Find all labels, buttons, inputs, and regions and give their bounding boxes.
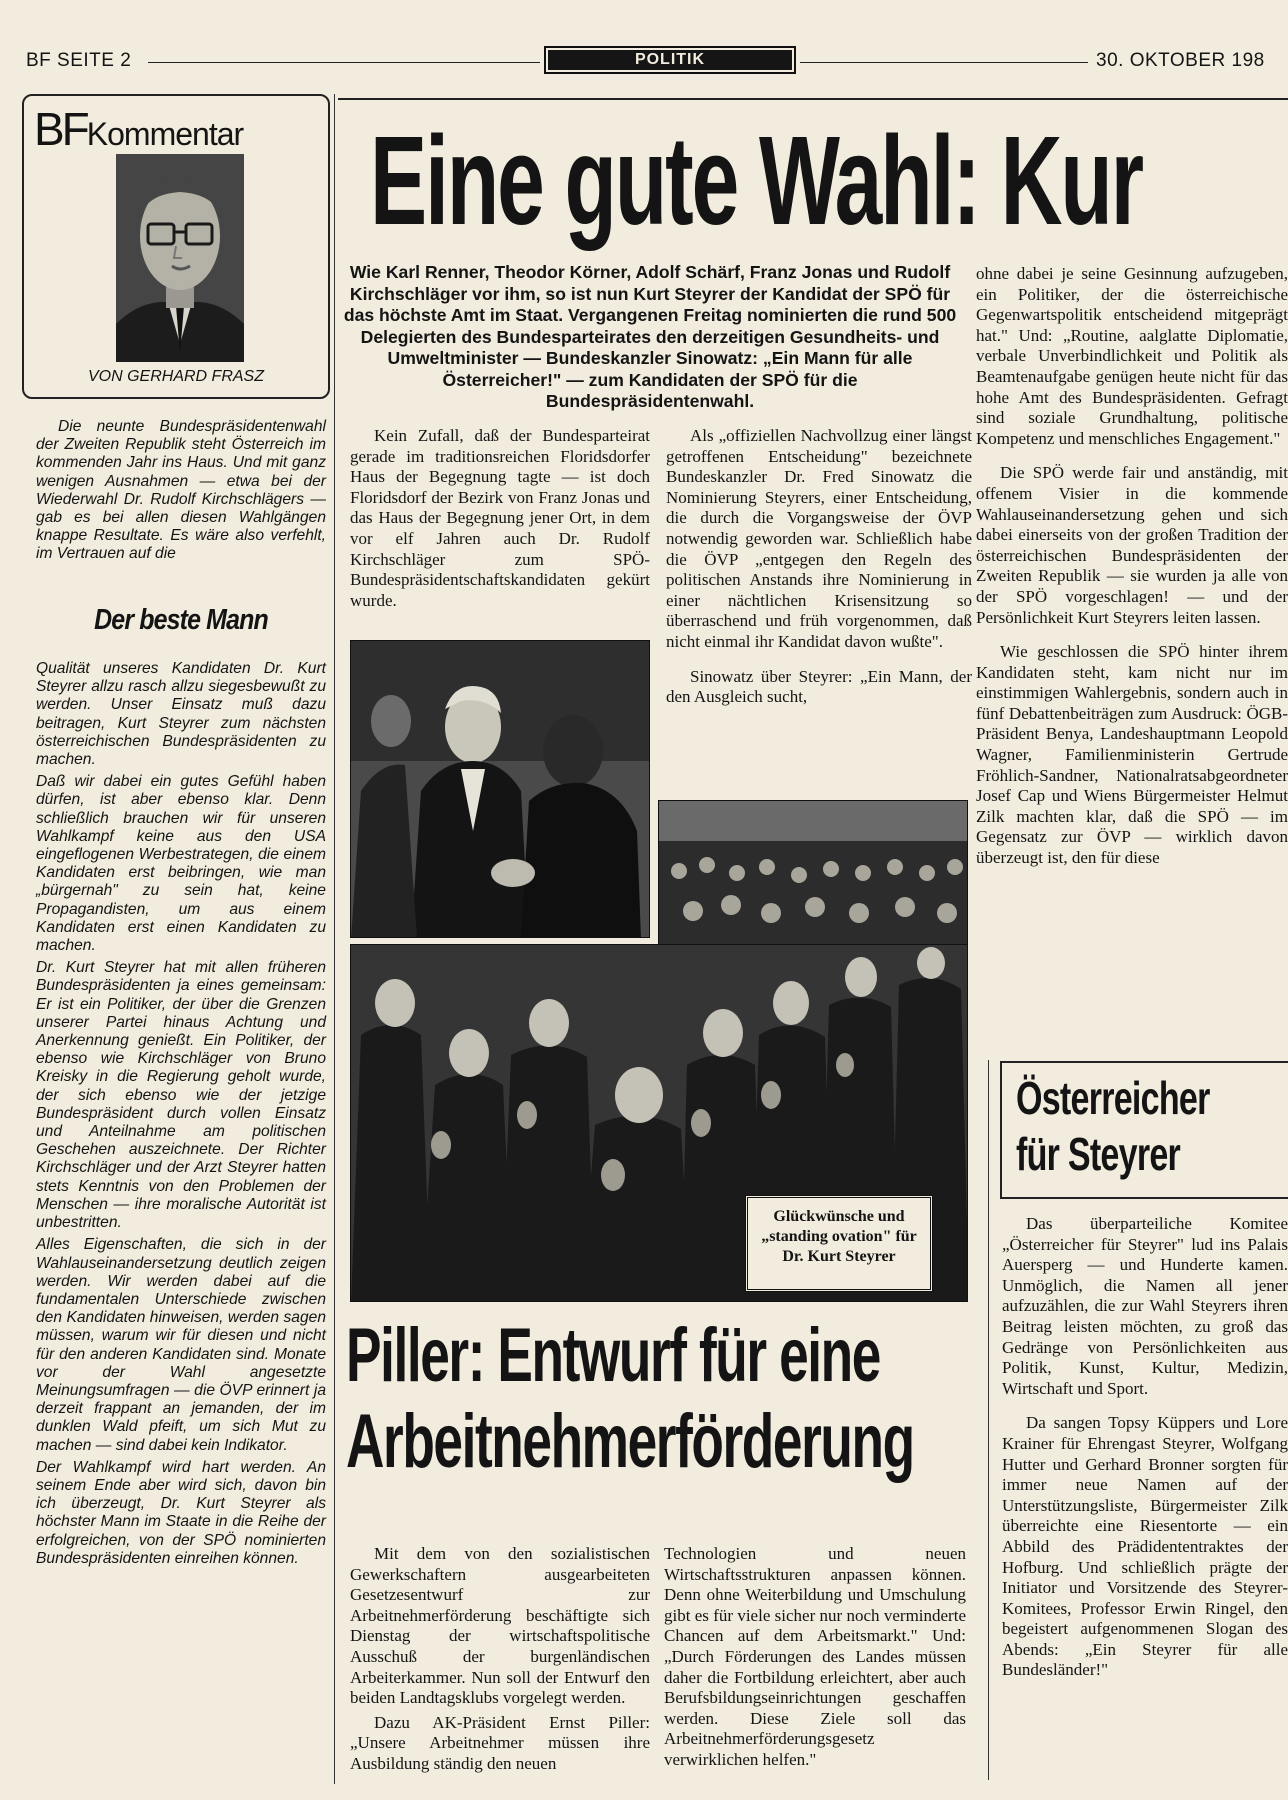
sidebar-body: Das überparteiliche Komitee „Österreicher für Steyrer" lud ins Palais Auersperg — und Hunderte kamen. Unmöglich, die Namen all jener aufzuzählen, die zur Wahl Steyrers ihren Beitrag leisten möchten, zu groß das Gedränge von Persönlichkeiten aus Politik, Kunst, Kultur, Medizin, Wirtschaft und Sport. Da sangen Topsy Küppers und Lore Krainer für Ehrengast Steyrer, Wolfgang Hutter und Gerhard Bronner sorgten für immer neue Namen auf der Unterstützungsliste, Bürgermeister Zilk überreichte eine Riesentorte — ein Abbild des Prädidententraktes der Hofburg. Und schließlich prägte der Initiator und Vorsitzende des Steyrer-Komitees, Professor Erwin Ringel, den begeistert aufgenommenen Slogan des Abends: „Ein Steyrer für alle Bundesländer!" <box>1002 1214 1288 1680</box>
commentary-paragraph: Der Wahlkampf wird hart werden. An seinem Ende aber wird sich, davon bin ich überzeugt, Dr. Kurt Steyrer als höchster Mann im Staate in die Reihe der erfolgreichen, von der SPÖ nominierten Bundespräsidenten einreihen können. <box>36 1458 326 1567</box>
commentary-subheading: Der beste Mann <box>94 604 268 636</box>
second-column-1: Mit dem von den sozialistischen Gewerkschaftern ausgearbeiteten Gesetzesentwurf zur Arbeitnehmerförderung beschäftigte sich Dienstag der wirtschaftspolitische Ausschuß der burgenländischen Arbeiterkammer. Nun soll der Entwurf den beiden Landtagsklubs vorgelegt werden. Dazu AK-Präsident Ernst Piller: „Unsere Arbeitnehmer müssen ihre Ausbildung ständig den neuen <box>350 1544 650 1773</box>
sidebar-headline-line2: für Steyrer <box>1016 1128 1181 1180</box>
commentary-body <box>36 660 326 1568</box>
header-rule-right <box>800 62 1088 63</box>
main-lead: Wie Karl Renner, Theodor Körner, Adolf Schärf, Franz Jonas und Rudolf Kirchschläger vor ihm, so ist nun Kurt Steyrer der Kandidat der SPÖ für das höchste Amt im Staat. Vergangenen Freitag nominierten die rund 500 Delegierten des Bundesparteirates den derzeitigen Gesundheits- und Umweltminister — Bundeskanzler Sinowatz: „Ein Mann für alle Österreicher!" — zum Kandidaten der SPÖ für die Bundespräsidentenwahl. <box>343 262 957 411</box>
commentary-header-box <box>22 94 330 399</box>
main-headline: Eine gute Wahl: Kur <box>370 110 1143 251</box>
section-label: POLITIK <box>544 46 796 74</box>
commentary-paragraph: Dr. Kurt Steyrer hat mit allen früheren Bundespräsidenten ja eines gemeinsam: Er ist ein Politiker, der über die Grenzen unserer Partei hinaus Achtung und Anerkennung genießt. Ein Politiker, der ebenso wie Kirchschläger von Bruno Kreisky in die Regierung geholt wurde, der sich ebenso wie der jetzige Bundespräsident durch vollen Einsatz und Anteilnahme am politischen Geschehen auszeichnete. Der Richter Kirchschläger und der Arzt Steyrer hatten stets Kenntnis von den Problemen der Menschen — ihre moralische Autorität ist unbestritten. <box>36 959 326 1232</box>
main-column-1: Kein Zufall, daß der Bundesparteirat gerade im traditionsreichen Floridsdorfer Haus der Begegnung tagte — ist doch Floridsdorf der Bezirk von Franz Jonas und das Haus der Begegnung jener Ort, in dem vor elf Jahren auch Dr. Rudolf Kirchschläger zum SPÖ-Bundespräsidentschaftskandidaten gekürt wurde. <box>350 426 650 610</box>
commentary-logo: BFKommentar <box>34 103 244 155</box>
main-column-3: ohne dabei je seine Gesinnung aufzugeben, ein Politiker, der die österreichische Gegenwartspolitik entscheidend mitgeprägt hat." Und: „Routine, aalglatte Diplomatie, verbale Unverbindlichkeit und Politik als Beamtenaufgabe genügen heute nicht für das hohe Amt des Bundespräsidenten. Gefragt sind soziale Grundhaltung, politische Kompetenz und menschliches Engagement." Die SPÖ werde fair und anständig, mit offenem Visier in die kommende Wahlauseinandersetzung gehen und sich dabei einerseits von der großen Tradition der österreichischen Bundespräsidenten der Zweiten Republik — sie wurden ja alle von der SPÖ vorgeschlagen! — und der Persönlichkeit Kurt Steyrers leiten lassen. Wie geschlossen die SPÖ hinter ihrem Kandidaten steht, kam nicht nur im einstimmigen Wahlergebnis, sondern auch in fünf Debattenbeiträgen zum Ausdruck: ÖGB-Präsident Benya, Landeshauptmann Leopold Wagner, Familienministerin Gertrude Fröhlich-Sandner, Nationalratsabgeordneter Josef Cap und Wiens Bürgermeister Helmut Zilk machten klar, daß die SPÖ — im Gegensatz zur ÖVP — wirklich davon überzeugt ist, den für diese <box>976 264 1288 868</box>
sidebar-divider <box>988 1060 989 1780</box>
photo-caption: Glückwünsche und „standing ovation" für Dr. Kurt Steyrer <box>745 1195 933 1292</box>
commentary-intro: Die neunte Bundespräsidentenwahl der Zweiten Republik steht Österreich im kommenden Jahr ins Haus. Und mit ganz wenigen Ausnahmen — etwa bei der Wiederwahl Dr. Rudolf Kirchschlägers — gab es bei allen diesen Wahlgängen knappe Resultate. Es wäre also verfehlt, im Vertrauen auf die <box>36 418 326 563</box>
sidebar-headline-box <box>1000 1061 1288 1199</box>
column-divider <box>334 94 335 1784</box>
header-rule-left <box>148 62 540 63</box>
page-number: BF SEITE 2 <box>26 50 132 71</box>
main-column-2: Als „offiziellen Nachvollzug einer längst getroffenen Entscheidung" bezeichnete Bundeskanzler Dr. Fred Sinowatz die Nominierung Steyrers, einer Entscheidung, die durch die Vorgangsweise der ÖVP notwendig geworden war. Schließlich habe die ÖVP „entgegen den Regeln des politischen Anstands ihre Nominierung in einer nächtlichen Krisensitzung so überraschend und früh vorgenommen, daß nicht einmal ihr Kandidat davon wußte". Sinowatz über Steyrer: „Ein Mann, der den Ausgleich sucht, <box>666 426 972 707</box>
commentary-paragraph: Daß wir dabei ein gutes Gefühl haben dürfen, ist aber ebenso klar. Denn schließlich brauchen wir für unseren Wahlkampf keine aus den USA eingeflogenen Werbestrategen, die einem Kandidaten erst beibringen, wie man „bürgernah" zu sein hat, keine Propagandisten, um aus einem Kandidaten erst einen Kandidaten zu machen. <box>36 773 326 955</box>
author-portrait <box>116 154 244 362</box>
commentary-paragraph: Qualität unseres Kandidaten Dr. Kurt Steyrer allzu rasch allzu siegesbewußt zu werden. Unser Einsatz muß dazu beitragen, Kurt Steyrer zum nächsten österreichischen Bundespräsidenten zu machen. <box>36 660 326 769</box>
second-headline-line1: Piller: Entwurf für eine <box>346 1313 880 1398</box>
handshake-photo <box>350 640 650 938</box>
headline-rule <box>338 98 1288 100</box>
second-headline-line2: Arbeitnehmerförderung <box>346 1399 914 1484</box>
audience-photo-upper <box>658 800 968 948</box>
commentary-paragraph: Alles Eigenschaften, die sich in der Wahlauseinandersetzung deutlich zeigen werden. Wir werden dabei auf die fundamentalen Unterschiede zwischen den Kandidaten hinweisen, werden sagen müssen, warum wir für diesen und nicht für den anderen Kandidaten sind. Monate vor der Wahl angesetzte Meinungsumfragen — die ÖVP erinnert ja derzeit frappant an jemanden, der im dunklen Wald pfeift, um sich Mut zu machen — sind dabei kein Indikator. <box>36 1236 326 1454</box>
second-column-2: Technologien und neuen Wirtschaftsstrukturen anpassen können. Denn ohne Weiterbildung und Umschulung gibt es für viele sicher nur noch verminderte Chancen auf dem Arbeitsmarkt." Und: „Durch Förderungen des Landes müssen daher die Fortbildung erleichtert, aber auch Berufsbildungseinrichtungen geschaffen werden. Diese Ziele soll das Arbeitnehmerförderungsgesetz verwirklichen helfen." <box>664 1544 966 1769</box>
byline: VON GERHARD FRASZ <box>87 368 264 385</box>
sidebar-headline-line1: Österreicher <box>1016 1072 1210 1124</box>
issue-date: 30. OKTOBER 198 <box>1096 50 1265 71</box>
